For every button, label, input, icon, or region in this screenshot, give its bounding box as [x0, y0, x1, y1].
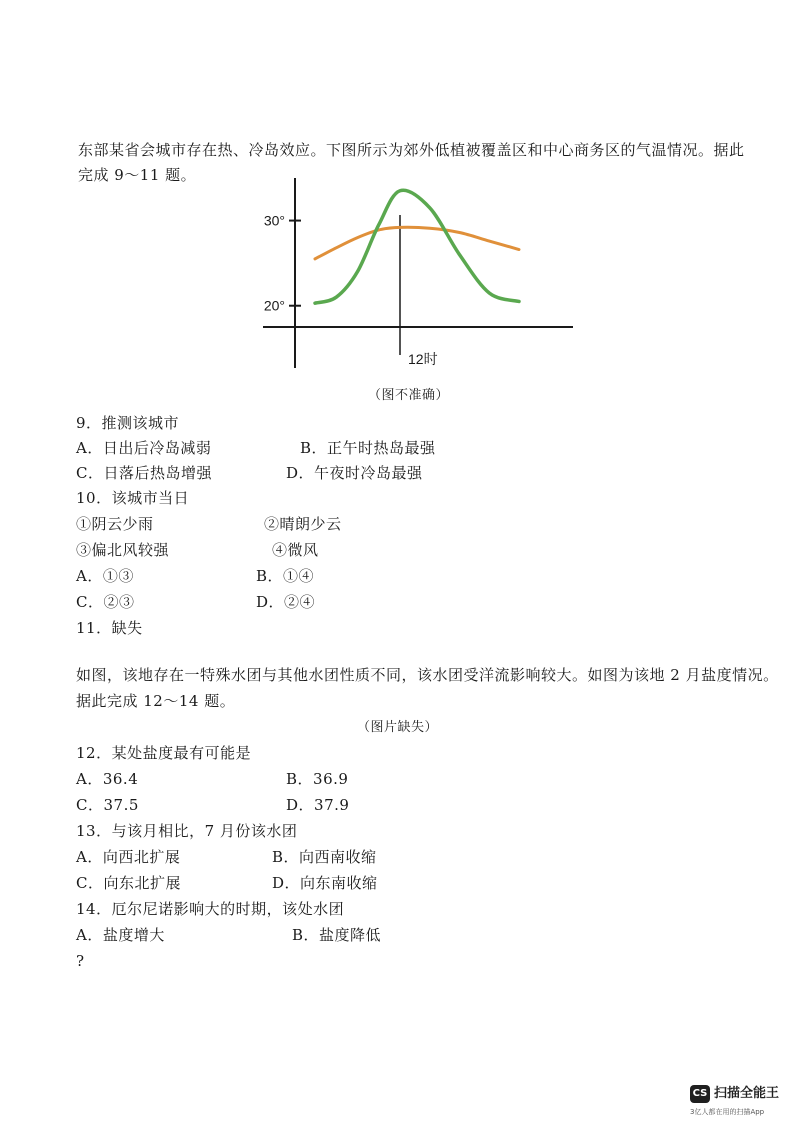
q10-statement-4: ④微风 — [272, 541, 319, 559]
q10-option-b: B．①④ — [256, 567, 315, 585]
q11-stem: 11．缺失 — [76, 619, 143, 637]
scanner-watermark — [690, 1085, 795, 1125]
y-tick-label-20: 20° — [263, 297, 285, 314]
trailing-mark: ? — [76, 952, 85, 970]
temperature-chart — [255, 170, 585, 375]
passage1-line1: 东部某省会城市存在热、冷岛效应。下图所示为郊外低植被覆盖区和中心商务区的气温情况。据此 — [78, 141, 745, 159]
q10-option-a: A．①③ — [76, 567, 134, 585]
q13-option-b: B．向西南收缩 — [272, 848, 377, 866]
passage2-line1: 如图，该地存在一特殊水团与其他水团性质不同，该水团受洋流影响较大。如图为该地 2 月盐度情况。 — [76, 666, 779, 684]
q10-statement-2: ②晴朗少云 — [264, 515, 342, 533]
q9-option-d: D．午夜时冷岛最强 — [286, 464, 423, 482]
q12-option-b: B．36.9 — [286, 770, 349, 788]
q13-option-a: A．向西北扩展 — [76, 848, 181, 866]
q9-option-a: A．日出后冷岛减弱 — [76, 439, 212, 457]
q12-option-d: D．37.9 — [286, 796, 350, 814]
watermark-app-name: 扫描全能王 — [714, 1086, 780, 1101]
q9-option-b: B．正午时热岛最强 — [300, 439, 436, 457]
q13-stem: 13．与该月相比，7 月份该水团 — [76, 822, 298, 840]
q13-option-c: C．向东北扩展 — [76, 874, 181, 892]
q10-option-c: C．②③ — [76, 593, 135, 611]
passage1-line2: 完成 9～11 题。 — [78, 166, 197, 184]
y-tick-label-30: 30° — [263, 212, 285, 229]
x-marker-label: 12时 — [408, 351, 438, 367]
q14-option-a: A．盐度增大 — [76, 926, 165, 944]
q12-option-a: A．36.4 — [76, 770, 139, 788]
series-line-green — [315, 190, 519, 303]
q10-option-d: D．②④ — [256, 593, 316, 611]
watermark-tagline: 3亿人都在用的扫描App — [690, 1108, 765, 1116]
missing-figure-note: （图片缺失） — [357, 720, 439, 735]
q9-stem: 9．推测该城市 — [76, 414, 180, 432]
q10-statement-3: ③偏北风较强 — [76, 541, 170, 559]
series-line-orange — [315, 227, 519, 259]
passage2-line2: 据此完成 12～14 题。 — [76, 692, 236, 710]
q14-option-b: B．盐度降低 — [292, 926, 382, 944]
q12-stem: 12．某处盐度最有可能是 — [76, 744, 252, 762]
figure-caption: （图不准确） — [368, 388, 450, 403]
q10-statement-1: ①阴云少雨 — [76, 515, 154, 533]
q13-option-d: D．向东南收缩 — [272, 874, 378, 892]
q10-stem: 10．该城市当日 — [76, 489, 190, 507]
q14-stem: 14．厄尔尼诺影响大的时期，该处水团 — [76, 900, 345, 918]
camscanner-logo-icon: CS — [690, 1085, 710, 1103]
q9-option-c: C．日落后热岛增强 — [76, 464, 212, 482]
q12-option-c: C．37.5 — [76, 796, 139, 814]
